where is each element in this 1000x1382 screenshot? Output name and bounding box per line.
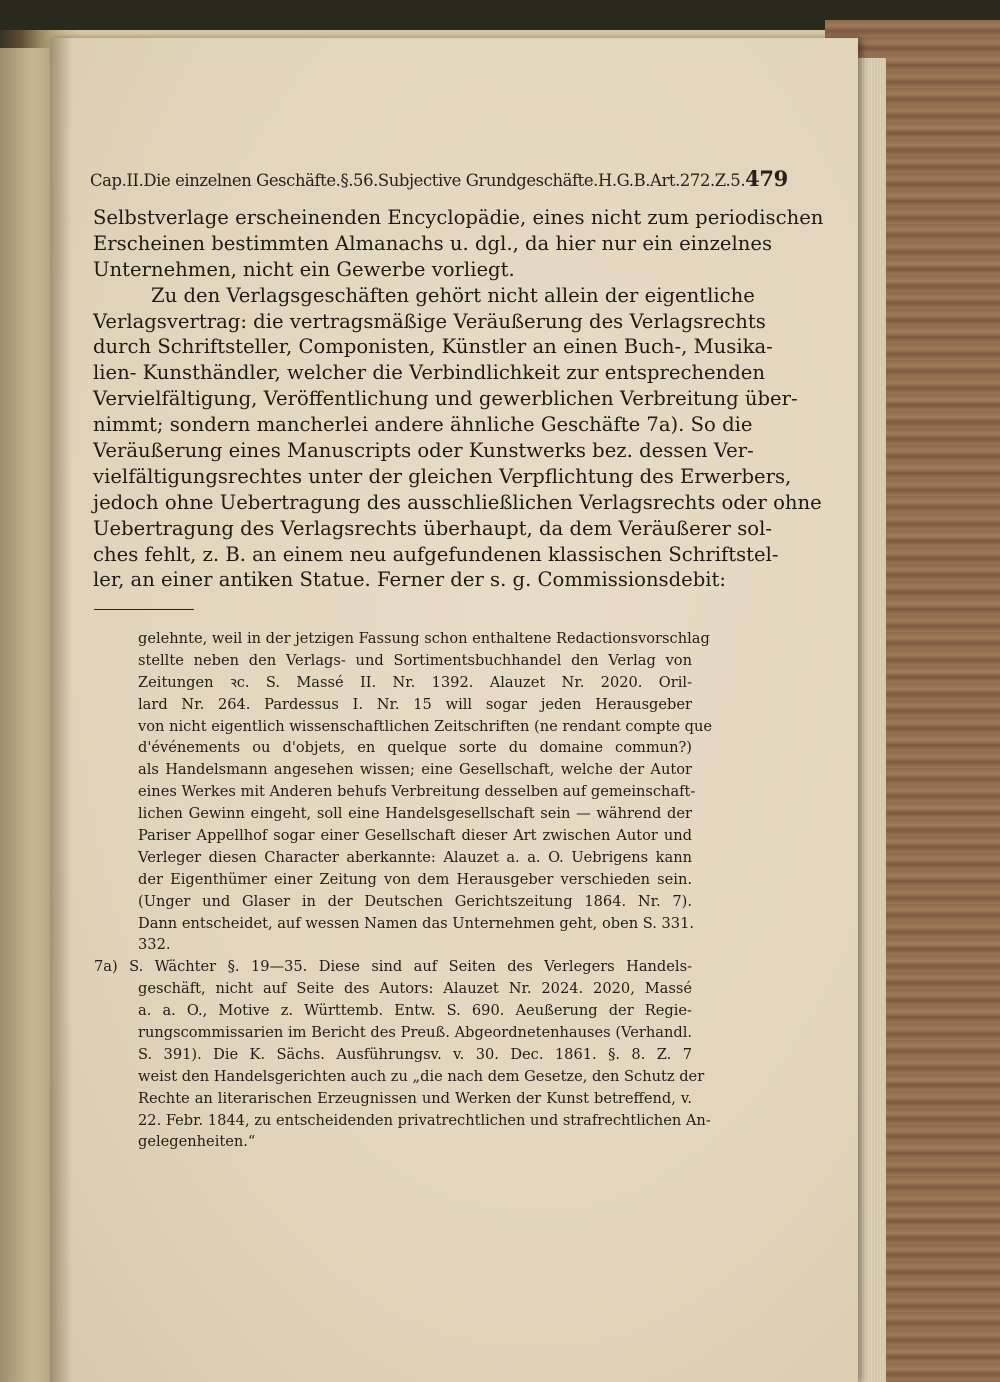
- page-number: 479: [745, 166, 788, 191]
- text-line: Veräußerung eines Manuscripts oder Kunstwerks bez. dessen Ver-: [93, 439, 754, 463]
- footnote-line: weist den Handelsgerichten auch zu „die nach dem Gesetze, den Schutz der: [138, 1067, 705, 1085]
- footnote-line: 332.: [138, 936, 171, 954]
- footnote-line: (Unger und Glaser in der Deutschen Gerichtszeitung 1864. Nr. 7).: [138, 892, 692, 910]
- text-line: Verlagsvertrag: die vertragsmäßige Veräußerung des Verlagsrechts: [93, 309, 766, 333]
- footnote-line: gelehnte, weil in der jetzigen Fassung schon enthaltene Redactionsvorschlag: [138, 630, 710, 647]
- footnotes: [94, 628, 713, 1153]
- footnote-line: lard Nr. 264. Pardessus I. Nr. 15 will sogar jeden Herausgeber: [138, 695, 692, 713]
- footnote-line: Rechte an literarischen Erzeugnissen und Werken der Kunst betreffend, v.: [138, 1089, 692, 1107]
- footnote-7a-start: 7a) S. Wächter §. 19—35. Diese sind auf Seiten des Verlegers Handels-: [94, 958, 692, 976]
- footnote-line: rungscommissarien im Bericht des Preuß. Abgeordnetenhauses (Verhandl.: [138, 1024, 692, 1042]
- text-line: nimmt; sondern mancherlei andere ähnliche Geschäfte 7a). So die: [93, 413, 753, 437]
- text-line: lien- Kunsthändler, welcher die Verbindlichkeit zur entsprechenden: [93, 361, 766, 385]
- footnote-line: a. a. O., Motive z. Württemb. Entw. S. 690. Aeußerung der Regie-: [138, 1002, 692, 1020]
- footnote-line: der Eigenthümer einer Zeitung von dem Herausgeber verschieden sein.: [138, 870, 692, 888]
- footnote-line: lichen Gewinn eingeht, soll eine Handelsgesellschaft sein — während der: [138, 805, 692, 823]
- text-line: Vervielfältigung, Veröffentlichung und gewerblichen Verbreitung über-: [93, 387, 798, 411]
- text-line: ches fehlt, z. B. an einem neu aufgefundenen klassischen Schriftstel-: [93, 542, 779, 566]
- footnote-line: von nicht eigentlich wissenschaftlichen Zeitschriften (ne rendant compte que: [138, 717, 713, 735]
- footnote-separator: [94, 609, 194, 610]
- footnote-line: Verleger diesen Character aberkannte: Alauzet a. a. O. Uebrigens kann: [138, 848, 692, 866]
- footnote-line: eines Werkes mit Anderen behufs Verbreitung desselben auf gemeinschaft-: [138, 783, 696, 801]
- footnote-line: Zeitungen ꝛc. S. Massé II. Nr. 1392. Alauzet Nr. 2020. Oril-: [138, 673, 692, 691]
- text-line: Uebertragung des Verlagsrechts überhaupt, da dem Veräußerer sol-: [93, 516, 772, 540]
- text-line: Erscheinen bestimmten Almanachs u. dgl., da hier nur ein einzelnes: [93, 231, 773, 255]
- footnote-line: d'événements ou d'objets, en quelque sorte du domaine commun?): [138, 739, 692, 757]
- footnote-line: Dann entscheidet, auf wessen Namen das Unternehmen geht, oben S. 331.: [138, 914, 694, 932]
- footnote-line: 22. Febr. 1844, zu entscheidenden privatrechtlichen und strafrechtlichen An-: [138, 1111, 711, 1129]
- footnote-line: stellte neben den Verlags- und Sortimentsbuchhandel den Verlag von: [138, 651, 692, 669]
- text-line: ler, an einer antiken Statue. Ferner der s. g. Commissionsdebit:: [93, 568, 727, 592]
- text-line: Selbstverlage erscheinenden Encyclopädie, eines nicht zum periodischen: [93, 206, 824, 229]
- footnote-line: gelegenheiten.“: [138, 1133, 256, 1151]
- footnote-line: als Handelsmann angesehen wissen; eine Gesellschaft, welche der Autor: [138, 761, 692, 779]
- footnote-line: Pariser Appellhof sogar einer Gesellschaft dieser Art zwischen Autor und: [138, 827, 692, 845]
- running-head: [90, 166, 788, 191]
- page-gutter-shadow: [50, 38, 72, 1382]
- footnote-line: geschäft, nicht auf Seite des Autors: Alauzet Nr. 2024. 2020, Massé: [138, 980, 692, 998]
- text-line: vielfältigungsrechtes unter der gleichen Verpflichtung des Erwerbers,: [93, 464, 792, 488]
- footnote-line: S. 391). Die K. Sächs. Ausführungsv. v. 30. Dec. 1861. §. 8. Z. 7: [138, 1045, 692, 1063]
- text-line: Unternehmen, nicht ein Gewerbe vorliegt.: [93, 257, 515, 281]
- text-line: jedoch ohne Uebertragung des ausschließlichen Verlagsrechts oder ohne: [93, 490, 822, 514]
- text-line: Zu den Verlagsgeschäften gehört nicht allein der eigentliche: [151, 283, 755, 307]
- text-line: durch Schriftsteller, Componisten, Künstler an einen Buch-, Musika-: [93, 335, 773, 359]
- main-text: [93, 205, 824, 593]
- running-title: Cap.II.Die einzelnen Geschäfte.§.56.Subjective Grundgeschäfte.H.G.B.Art.272.Z.5.: [90, 171, 746, 190]
